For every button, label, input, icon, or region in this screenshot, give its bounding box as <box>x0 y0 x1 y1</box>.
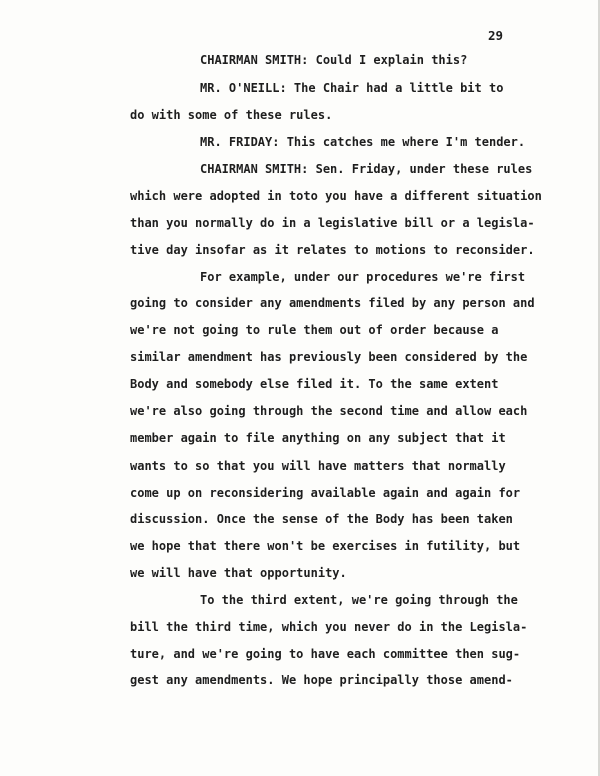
transcript-line: bill the third time, which you never do in the Legisla- <box>130 620 528 634</box>
transcript-line: similar amendment has previously been considered by the <box>130 350 528 364</box>
transcript-line: than you normally do in a legislative bill or a legisla- <box>130 216 535 230</box>
transcript-line: MR. FRIDAY: This catches me where I'm tender. <box>200 135 526 149</box>
transcript-line: we will have that opportunity. <box>130 566 347 580</box>
transcript-line: gest any amendments. We hope principally those amend- <box>130 673 513 687</box>
transcript-line: ture, and we're going to have each committee then sug- <box>130 647 521 661</box>
transcript-line: For example, under our procedures we're first <box>200 270 526 284</box>
transcript-line: do with some of these rules. <box>130 108 333 122</box>
transcript-line: we're not going to rule them out of order because a <box>130 323 499 337</box>
transcript-line: tive day insofar as it relates to motions to reconsider. <box>130 243 535 257</box>
transcript-line: wants to so that you will have matters that normally <box>130 459 506 473</box>
transcript-line: come up on reconsidering available again and again for <box>130 486 521 500</box>
transcript-line: we hope that there won't be exercises in futility, but <box>130 539 521 553</box>
page-number: 29 <box>488 28 504 43</box>
transcript-line: going to consider any amendments filed by any person and <box>130 296 535 310</box>
transcript-line: which were adopted in toto you have a different situation <box>130 189 542 203</box>
transcript-line: Body and somebody else filed it. To the same extent <box>130 377 499 391</box>
transcript-line: discussion. Once the sense of the Body has been taken <box>130 512 513 526</box>
transcript-line: CHAIRMAN SMITH: Could I explain this? <box>200 53 468 67</box>
transcript-line: To the third extent, we're going through the <box>200 593 518 607</box>
transcript-line: MR. O'NEILL: The Chair had a little bit to <box>200 81 504 95</box>
transcript-line: CHAIRMAN SMITH: Sen. Friday, under these rules <box>200 162 533 176</box>
transcript-line: we're also going through the second time and allow each <box>130 404 528 418</box>
transcript-line: member again to file anything on any subject that it <box>130 431 506 445</box>
